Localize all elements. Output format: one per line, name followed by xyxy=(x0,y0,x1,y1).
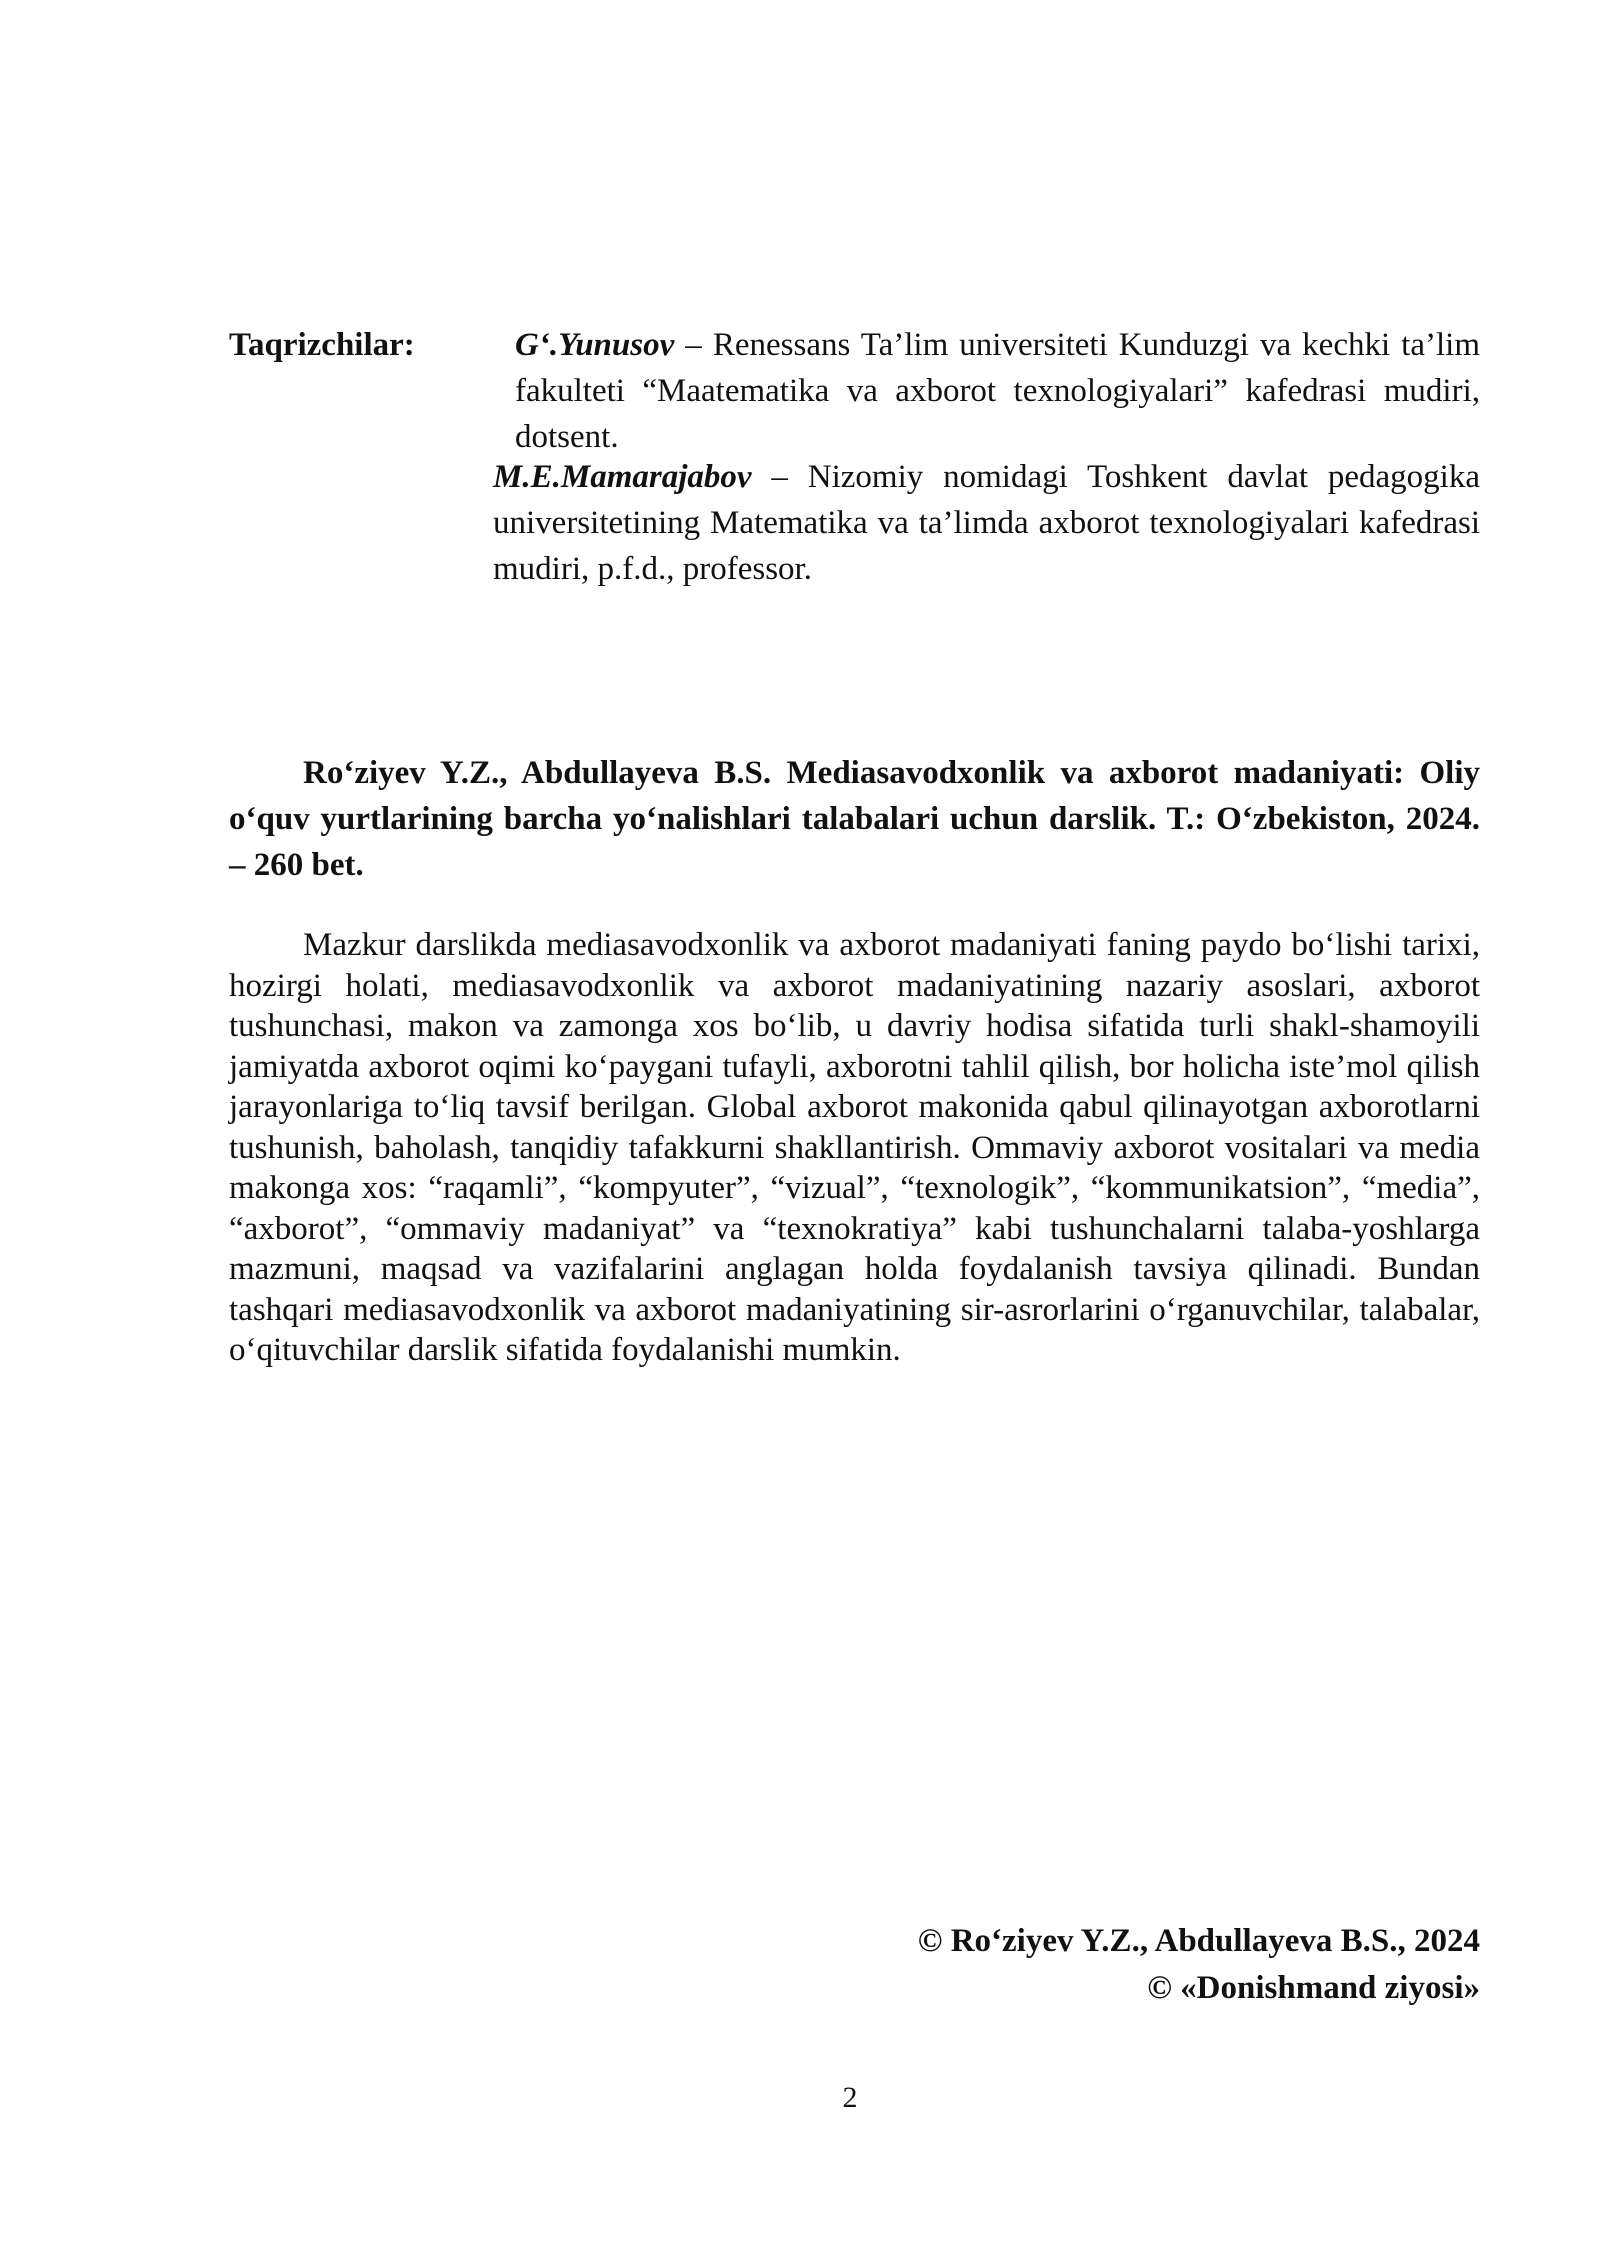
reviewer-description: – Nizomiy nomidagi Toshkent davlat pedagogika universitetining Matematika va ta’limda axborot texnologiyalari kafedrasi mudiri, p.f.d., professor. xyxy=(493,459,1480,587)
reviewer-name: M.E.Mamarajabov xyxy=(493,459,752,495)
reviewer-name: G‘.Yunusov xyxy=(515,327,675,363)
reviewer-description: – Renessans Ta’lim universiteti Kunduzgi va kechki ta’lim fakulteti “Maatematika va axborot texnologiyalari” kafedrasi mudiri, dotsent. xyxy=(515,327,1480,455)
reviewers-label: Taqrizchilar: xyxy=(229,327,415,363)
copyright-block xyxy=(918,1918,1480,2012)
reviewer-entry xyxy=(493,454,1480,592)
reviewer-entry xyxy=(515,322,1480,460)
copyright-publisher: © «Donishmand ziyosi» xyxy=(1147,1970,1480,2006)
bibliographic-citation: Ro‘ziyev Y.Z., Abdullayeva B.S. Mediasavodxonlik va axborot madaniyati: Oliy o‘quv yurtlarining barcha yo‘nalishlari talabalari uchun darslik. T.: O‘zbekiston, 2024. – 260 bet. xyxy=(229,755,1480,883)
copyright-authors: © Ro‘ziyev Y.Z., Abdullayeva B.S., 2024 xyxy=(917,1923,1480,1959)
page-number: 2 xyxy=(842,2081,858,2114)
abstract-paragraph: Mazkur darslikda mediasavodxonlik va axborot madaniyati faning paydo bo‘lishi tarixi, hozirgi holati, mediasavodxonlik va axborot madaniyatining nazariy asoslari, axborot tushunchasi, makon va zamonga xos bo‘lib, u davriy hodisa sifatida turli shakl-shamoyili jamiyatda axborot oqimi ko‘paygani tufayli, axborotni tahlil qilish, bor holicha iste’mol qilish jarayonlariga to‘liq tavsif berilgan. Global axborot makonida qabul qilinayotgan axborotlarni tushunish, baholash, tanqidiy tafakkurni shakllantirish. Ommaviy axborot vositalari va media makonga xos: “raqamli”, “kompyuter”, “vizual”, “texnologik”, “kommunikatsion”, “media”, “axborot”, “ommaviy madaniyat” va “texnokratiya” kabi tushunchalarni talaba-yoshlarga mazmuni, maqsad va vazifalarini anglagan holda foydalanish tavsiya qilinadi. Bundan tashqari mediasavodxonlik va axborot madaniyatining sir-asrorlarini o‘rganuvchilar, talabalar, o‘qituvchilar darslik sifatida foydalanishi mumkin. xyxy=(229,927,1480,1368)
